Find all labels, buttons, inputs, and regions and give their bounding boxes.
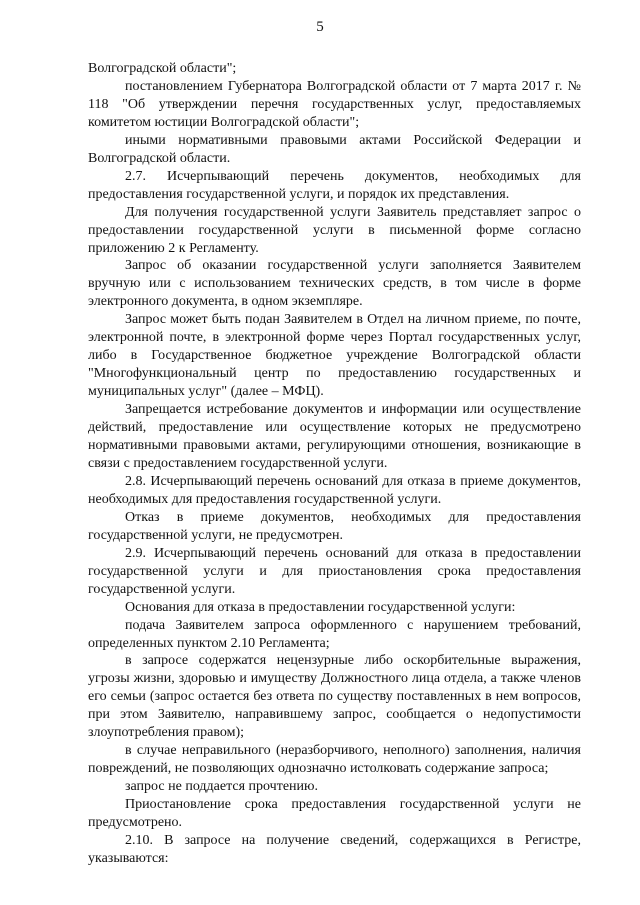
section-heading: 2.10. В запросе на получение сведений, содержащихся в Регистре, указываются: [88, 832, 581, 866]
list-item: подача Заявителем запроса оформленного с нарушением требований, определенных пунктом 2.10 Регламента; [88, 617, 581, 651]
list-item: в запросе содержатся нецензурные либо оскорбительные выражения, угрозы жизни, здоровью и имуществу Должностного лица отдела, а также членов его семьи (запрос остается без ответа по существу поставленных в нем вопросов, при этом Заявителю, направившему запрос, сообщается о недопустимости злоупотребления правом); [88, 653, 581, 741]
paragraph: Запрос может быть подан Заявителем в Отдел на личном приеме, по почте, электронной почте, в электронной форме через Портал государственных услуг, либо в Государственное бюджетное учреждение Волгоградской области "Многофункциональный центр по предоставлению государственных и муниципальных услуг" (далее – МФЦ). [88, 312, 581, 400]
section-heading: 2.7. Исчерпывающий перечень документов, необходимых для предоставления государственной услуги, и порядок их представления. [88, 168, 581, 202]
paragraph: Отказ в приеме документов, необходимых для предоставления государственной услуги, не предусмотрен. [88, 509, 581, 543]
list-item: в случае неправильного (неразборчивого, неполного) заполнения, наличия повреждений, не позволяющих однозначно истолковать содержание запроса; [88, 743, 581, 777]
paragraph: Запрос об оказании государственной услуги заполняется Заявителем вручную или с использованием технических средств, в том числе в форме электронного документа, в одном экземпляре. [88, 258, 581, 310]
paragraph: иными нормативными правовыми актами Российской Федерации и Волгоградской области. [88, 132, 581, 166]
paragraph: постановлением Губернатора Волгоградской области от 7 марта 2017 г. № 118 "Об утверждении перечня государственных услуг, предоставляемых комитетом юстиции Волгоградской области"; [88, 78, 581, 130]
section-heading: 2.8. Исчерпывающий перечень оснований для отказа в приеме документов, необходимых для предоставления государственной услуги. [88, 473, 581, 507]
paragraph: Приостановление срока предоставления государственной услуги не предусмотрено. [88, 797, 581, 831]
paragraph: Основания для отказа в предоставлении государственной услуги: [125, 599, 516, 615]
paragraph: Для получения государственной услуги Заявитель представляет запрос о предоставлении государственной услуги в письменной форме согласно приложению 2 к Регламенту. [88, 204, 581, 256]
paragraph: Волгоградской области"; [88, 61, 237, 76]
document-body [88, 60, 581, 868]
page-number: 5 [316, 19, 324, 35]
paragraph: Запрещается истребование документов и информации или осуществление действий, предоставление или осуществление которых не предусмотрено нормативными правовыми актами, регулирующими отношения, возникающие в связи с предоставлением государственной услуги. [88, 402, 581, 471]
list-item: запрос не поддается прочтению. [125, 779, 318, 795]
section-heading: 2.9. Исчерпывающий перечень оснований для отказа в предоставлении государственной услуги и для приостановления срока предоставления государственной услуги. [88, 545, 581, 597]
